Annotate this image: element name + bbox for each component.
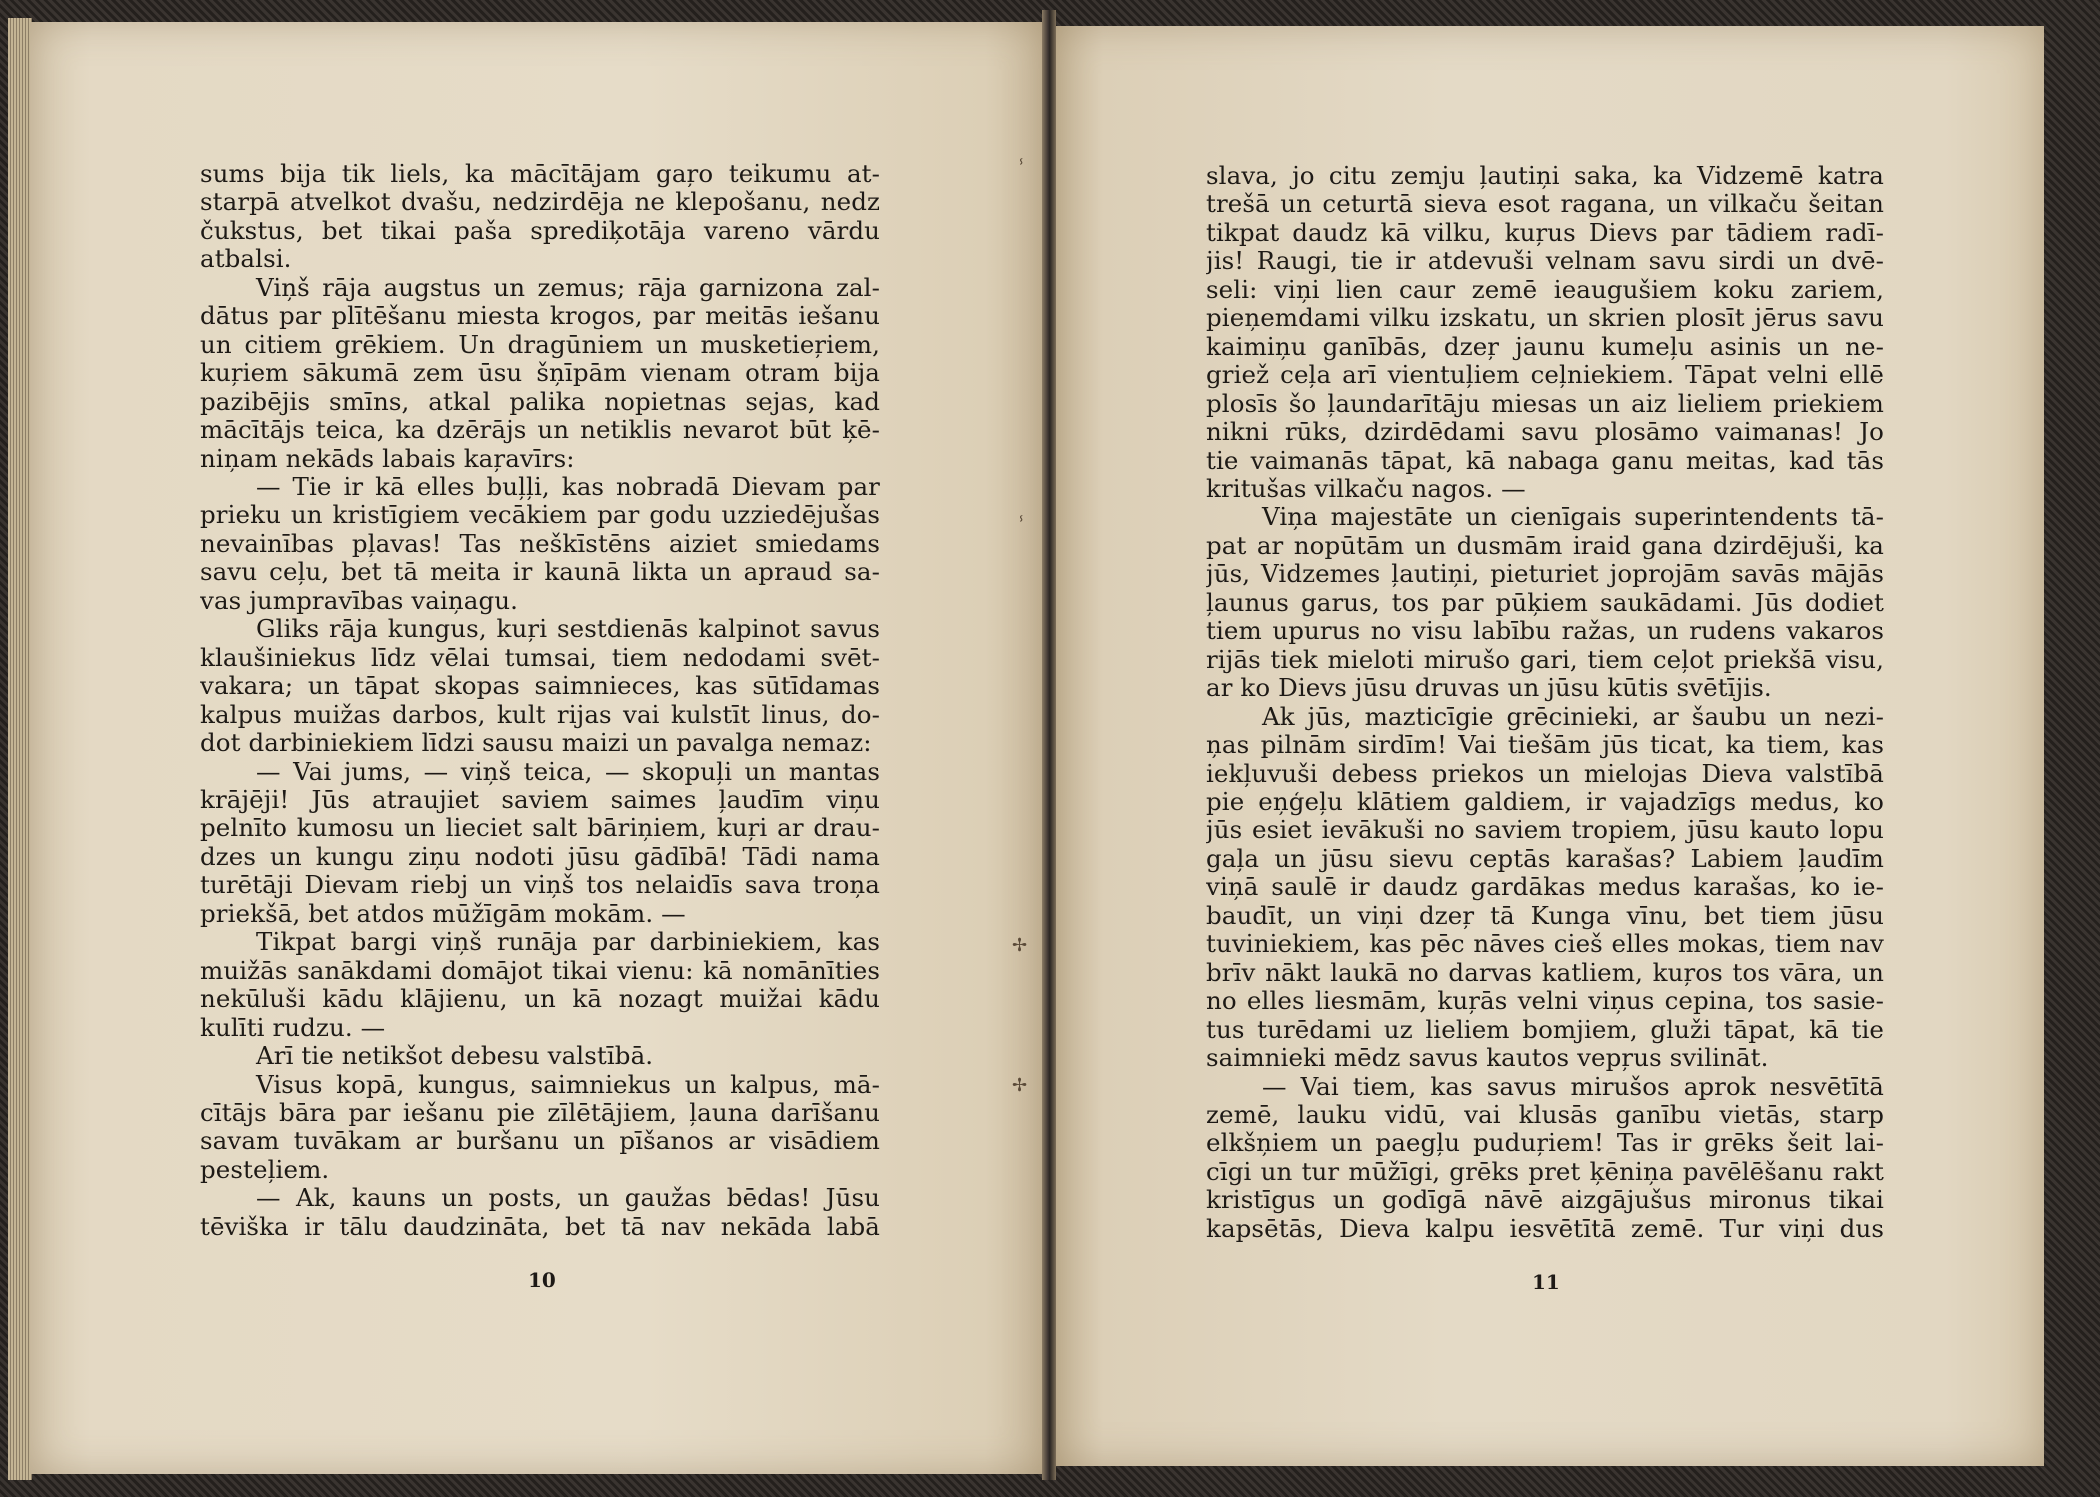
text-line: — Vai tiem, kas savus mirušos aprok nesvētītā [1262,1072,1884,1101]
text-line: pazibējis smīns, atkal palika nopietnas sejas, kad [200,387,880,416]
text-line: sums bija tik liels, ka mācītājam gaŗo teikumu at- [200,160,880,188]
text-line: brīv nākt laukā no darvas katliem, kuŗos tos vāra, un [1206,958,1884,987]
text-line: — Tie ir kā elles buļļi, kas nobradā Dievam par [256,472,880,501]
text-line: pat ar nopūtām un dusmām iraid gana dzirdējuši, ka [1206,531,1884,560]
text-line: seli: viņi lien caur zemē ieaugušiem koku zariem, [1206,275,1884,304]
text-line: nikni rūks, dzirdēdami savu plosāmo vaimanas! Jo [1206,418,1884,447]
binding-stitch-mark: ⸯ [1016,517,1027,538]
text-line: kalpus muižas darbos, kult rijas vai kulstīt linus, do- [200,700,880,729]
text-line: tiem upurus no visu labību ražas, un rudens vakaros [1206,617,1884,646]
text-line: kuŗiem sākumā zem ūsu šņīpām vienam otram bija [200,359,880,388]
text-line: jis! Raugi, tie ir atdevuši velnam savu sirdi un dvē- [1206,247,1884,276]
text-line: cīgi un tur mūžīgi, grēks pret ķēniņa pavēlēšanu rakt [1206,1157,1884,1186]
text-line: Tikpat bargi viņš runāja par darbiniekiem, kas [256,928,880,957]
text-line: muižās sanākdami domājot tikai vienu: kā nomānīties [200,956,880,985]
text-line: tuviniekiem, kas pēc nāves cieš elles mokas, tiem nav [1206,930,1884,959]
text-line: pieņemdami vilku izskatu, un skrien plosīt jērus savu [1206,304,1884,333]
text-line: mācītājs teica, ka dzērājs un netiklis nevarot būt ķē- [200,416,880,445]
text-line: tie vaimanās tāpat, kā nabaga ganu meitas, kad tās [1206,446,1884,475]
book-gutter [1042,10,1056,1480]
text-line: turētāji Dievam riebj un viņš tos nelaidīs sava troņa [200,871,880,900]
text-line: niņam nekāds labais kaŗavīrs: [200,444,575,473]
text-line: — Vai jums, — viņš teica, — skopuļi un mantas [256,757,880,786]
text-line: vakara; un tāpat skopas saimnieces, kas sūtīdamas [200,672,880,701]
text-line: griež ceļa arī vientuļiem ceļniekiem. Tāpat velni ellē [1206,361,1884,390]
text-line: Arī tie netikšot debesu valstībā. [256,1042,654,1071]
text-line: Visus kopā, kungus, saimniekus un kalpus, mā- [256,1070,880,1099]
page-stack-edge [8,18,32,1480]
text-line: klaušiniekus līdz vēlai tumsai, tiem nedodami svēt- [200,643,880,672]
text-line: krājēji! Jūs atraujiet saviem saimes ļaudīm viņu [200,785,880,814]
text-line: rijās tiek mieloti mirušo gari, tiem ceļot priekšā visu, [1206,645,1884,674]
binding-stitch-mark: ⸯ [1016,160,1027,181]
text-line: dzes un kungu ziņu nodoti jūsu gādībā! Tādi nama [200,842,880,871]
text-line: trešā un ceturtā sieva esot ragana, un vilkaču šeitan [1206,190,1884,219]
text-line: pie eņģeļu klātiem galdiem, ir vajadzīgs medus, ko [1206,787,1884,816]
text-line: savam tuvākam ar buršanu un pīšanos ar visādiem [200,1127,880,1156]
text-line: jūs esiet ievākuši no saviem tropiem, jūsu kauto lopu [1206,816,1884,845]
text-line: prieku un kristīgiem vecākiem par godu uzziedējušas [200,501,880,530]
text-line: Gliks rāja kungus, kuŗi sestdienās kalpinot savus [256,615,880,644]
text-line: atbalsi. [200,245,292,274]
text-line: kaimiņu ganībās, dzeŗ jaunu kumeļu asinis un ne- [1206,332,1884,361]
text-line: starpā atvelkot dvašu, nedzirdēja ne klepošanu, nedz [200,188,880,217]
text-line: kapsētās, Dieva kalpu iesvētītā zemē. Tur viņi dus [1206,1214,1884,1243]
text-line: pelnīto kumosu un lieciet salt bāriņiem, kuŗi ar drau- [200,814,880,843]
text-line: Viņš rāja augstus un zemus; rāja garnizona zal- [256,273,880,302]
text-line: nekūluši kādu klājienu, un kā nozagt muižai kādu [200,985,880,1014]
text-line: iekļuvuši debess priekos un mielojas Dieva valstībā [1206,759,1884,788]
text-line: kritušas vilkaču nagos. — [1206,474,1526,503]
text-line: nevainības pļavas! Tas neškīstēns aiziet smiedams [200,529,880,558]
text-line: vas jumpravības vaiņagu. [200,586,519,615]
text-line: tus turēdami uz lieliem bomjiem, gluži tāpat, kā tie [1206,1015,1884,1044]
binding-stitch-mark: ✢ [1012,1075,1028,1096]
text-line: saimnieki mēdz savus kautos vepŗus svilināt. [1206,1044,1769,1073]
text-line: tēviška ir tālu daudzināta, bet tā nav nekāda labā [200,1212,880,1241]
right-page-text [1206,162,1884,1243]
text-line: no elles liesmām, kuŗās velni viņus cepina, tos sasie- [1206,987,1884,1016]
text-line: savu ceļu, bet tā meita ir kaunā likta un apraud sa- [200,558,880,587]
text-line: tikpat daudz kā vilku, kuŗus Dievs par tādiem radī- [1206,218,1884,247]
binding-stitch-mark: ✢ [1012,935,1028,956]
text-line: ļaunus garus, tos par pūķiem saukādami. Jūs dodiet [1206,588,1884,617]
text-line: Ak jūs, mazticīgie grēcinieki, ar šaubu un nezi- [1262,702,1884,731]
text-line: viņā saulē ir daudz gardākas medus karašas, ko ie- [1206,873,1884,902]
text-line: Viņa majestāte un cienīgais superintendents tā- [1262,503,1884,532]
text-line: ar ko Dievs jūsu druvas un jūsu kūtis svētījis. [1206,674,1772,703]
text-line: elkšņiem un paegļu puduŗiem! Tas ir grēks šeit lai- [1206,1129,1884,1158]
text-line: baudīt, un viņi dzeŗ tā Kunga vīnu, bet tiem jūsu [1206,901,1884,930]
text-line: jūs, Vidzemes ļautiņi, pieturiet joprojām savās mājās [1206,560,1884,589]
text-line: un citiem grēkiem. Un dragūniem un musketieŗiem, [200,330,880,359]
text-line: dot darbiniekiem līdzi sausu maizi un pavalga nemaz: [200,729,872,758]
text-line: plosīs šo ļaundarītāju miesas un aiz lieliem priekiem [1206,389,1884,418]
text-line: kulīti rudzu. — [200,1013,386,1042]
text-line: čukstus, bet tikai paša sprediķotāja vareno vārdu [200,216,880,245]
text-line: ņas pilnām sirdīm! Vai tiešām jūs ticat, ka tiem, kas [1206,731,1884,760]
text-line: gaļa un jūsu sievu ceptās karašas? Labiem ļaudīm [1206,844,1884,873]
left-page-number: 10 [528,1268,556,1292]
left-page-text [200,160,880,1241]
text-line: — Ak, kauns un posts, un gaužas bēdas! Jūsu [256,1184,880,1213]
right-page-number: 11 [1532,1270,1560,1294]
text-line: priekšā, bet atdos mūžīgām mokām. — [200,899,686,928]
text-line: pesteļiem. [200,1155,330,1184]
text-line: kristīgus un godīgā nāvē aizgājušus mironus tikai [1206,1186,1884,1215]
text-line: slava, jo citu zemju ļautiņi saka, ka Vidzemē katra [1206,162,1884,190]
text-line: zemē, lauku vidū, vai klusās ganību vietās, starp [1206,1100,1884,1129]
text-line: dātus par plītēšanu miesta krogos, par meitās iešanu [200,302,880,331]
text-line: cītājs bāra par iešanu pie zīlētājiem, ļauna darīšanu [200,1098,880,1127]
